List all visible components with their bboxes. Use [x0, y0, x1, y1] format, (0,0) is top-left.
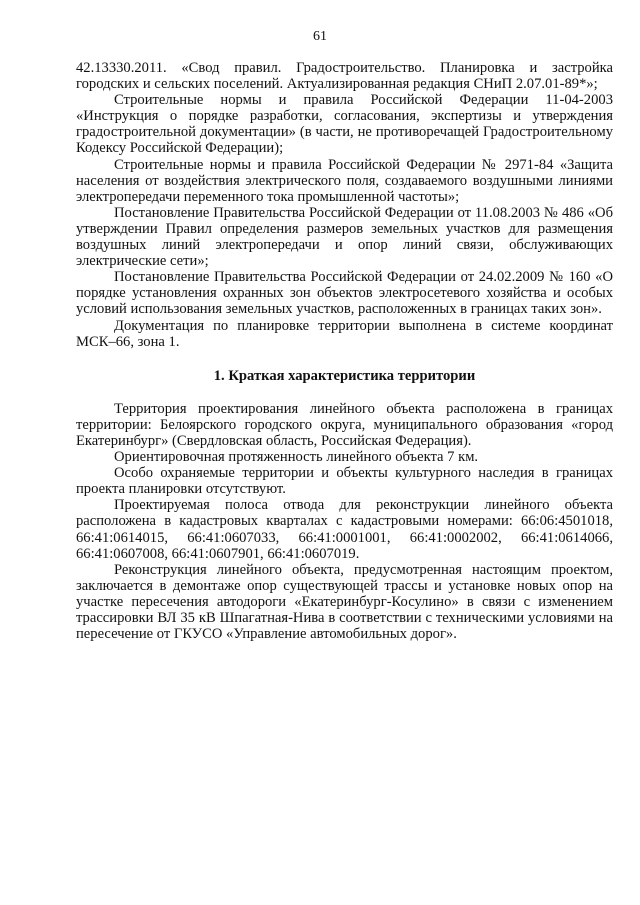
paragraph: Постановление Правительства Российской Федерации от 11.08.2003 № 486 «Об утверждении Правил определения размеров земельных участков для размещения воздушных линий электропередачи и опор линий связи, обслуживающих электрические сети»;: [76, 204, 613, 270]
paragraph: Особо охраняемые территории и объекты культурного наследия в границах проекта планировки отсутствуют.: [76, 465, 613, 498]
paragraph: Реконструкция линейного объекта, предусмотренная настоящим проектом, заключается в демонтаже опор существующей трассы и установке новых опор на участке пересечения автодороги «Екатеринбург-Косулино» в связи с изменением трассировки ВЛ 35 кВ Шпагатная-Нива в соответствии с техническими условиями на пересечение от ГКУСО «Управление автомобильных дорог».: [76, 561, 613, 643]
paragraph: Документация по планировке территории выполнена в системе координат МСК–66, зона 1.: [76, 317, 613, 350]
paragraph: Ориентировочная протяженность линейного объекта 7 км.: [114, 449, 479, 466]
intro-section: [76, 60, 613, 350]
paragraph: Территория проектирования линейного объекта расположена в границах территории: Белоярского городского округа, муниципального образования «город Екатеринбург» (Свердловская область, Российская Федерация).: [76, 400, 613, 449]
paragraph: Строительные нормы и правила Российской Федерации № 2971-84 «Защита населения от воздействия электрического поля, создаваемого воздушными линиями электропередачи переменного тока промышленной частоты»;: [76, 156, 613, 205]
document-body: [76, 60, 613, 642]
paragraph: 42.13330.2011. «Свод правил. Градостроительство. Планировка и застройка городских и сельских поселений. Актуализированная редакция СНиП 2.07.01-89*»;: [76, 60, 613, 93]
page-number: 61: [313, 29, 327, 44]
paragraph: Строительные нормы и правила Российской Федерации 11-04-2003 «Инструкция о порядке разработки, согласования, экспертизы и утверждения градостроительной документации» (в части, не противоречащей Градостроительному Кодексу Российской Федерации);: [76, 92, 613, 157]
paragraph: Проектируемая полоса отвода для реконструкции линейного объекта расположена в кадастровых кварталах с кадастровыми номерами: 66:06:4501018, 66:41:0614015, 66:41:0607033, 66:41:0001001, 66:41:0002002, 66:41:0614066, 66:41:0607008, 66:41:0607901, 66:41:0607019.: [76, 497, 613, 562]
paragraph: Постановление Правительства Российской Федерации от 24.02.2009 № 160 «О порядке установления охранных зон объектов электросетевого хозяйства и особых условий использования земельных участков, расположенных в границах таких зон».: [76, 269, 613, 318]
section-heading: 1. Краткая характеристика территории: [213, 367, 476, 384]
territory-section: [76, 401, 613, 642]
